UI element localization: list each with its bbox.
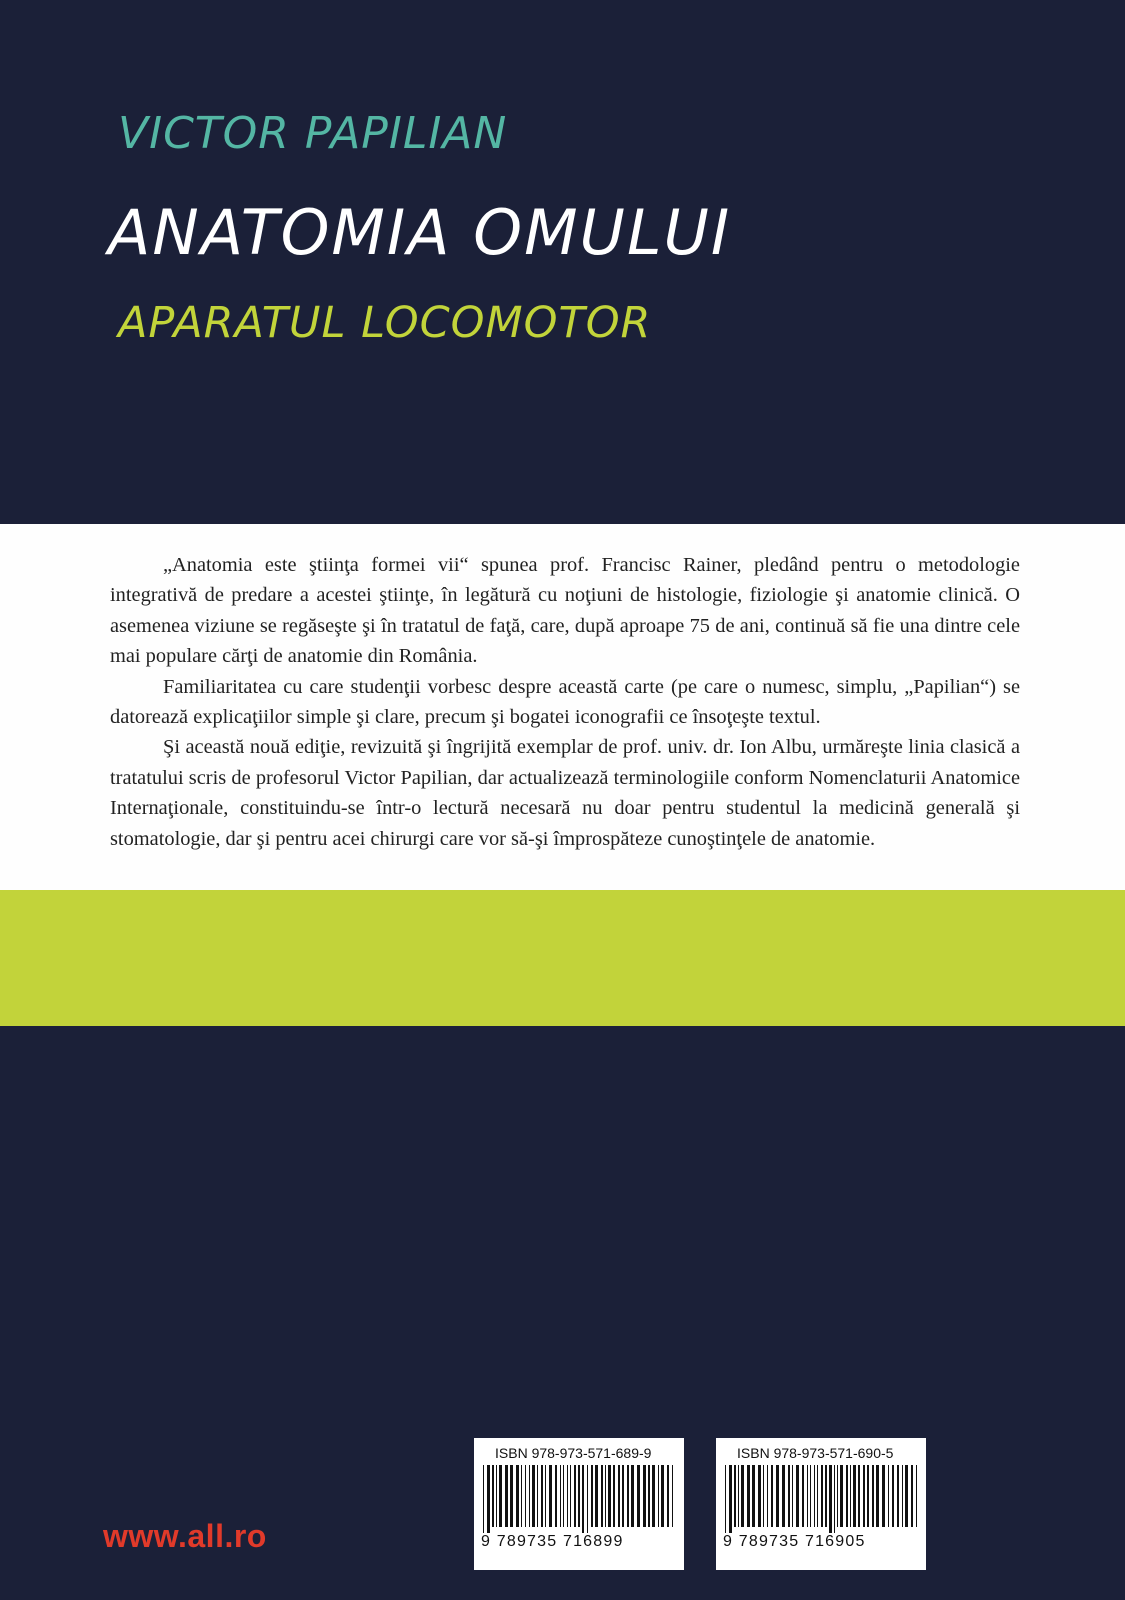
barcode-icon (481, 1465, 677, 1533)
barcode-digits: 9 789735 716899 (481, 1533, 624, 1550)
description-paragraph: „Anatomia este ştiinţa formei vii“ spunea prof. Francisc Rainer, pledând pentru o metodologie integrativă de predare a acestei ştiinţe, în legătură cu noţiuni de histologie, fiziologie şi anatomie clinică. O asemenea viziune se regăseşte şi în tratatul de faţă, care, după aproape 75 de ani, continuă să fie una dintre cele mai populare cărţi de anatomie din România. (110, 554, 1020, 668)
accent-band (0, 890, 1125, 1026)
author-name: VICTOR PAPILIAN (118, 108, 508, 159)
barcode-icon (723, 1465, 919, 1533)
publisher-website-link[interactable]: www.all.ro (103, 1518, 267, 1554)
description-paragraph: Şi această nouă ediţie, revizuită şi îngrijită exemplar de prof. univ. dr. Ion Albu, urmăreşte linia clasică a tratatului scris de profesorul Victor Papilian, dar actualizează terminologiile conform Nomenclaturii Anatomice Internaţionale, constituindu-se într-o lectură necesară nu doar pentru studentul la medicină generală şi stomatologie, dar şi pentru acei chirurgi care vor să-şi împrospăteze cunoştinţele de anatomie. (110, 736, 1020, 850)
book-title: ANATOMIA OMULUI (108, 196, 732, 269)
description-paragraph: Familiaritatea cu care studenţii vorbesc despre această carte (pe care o numesc, simplu, „Papilian“) se datorează explicaţiilor simple şi clare, precum şi bogatei iconografii ce însoţeşte textul. (110, 675, 1020, 729)
description-band (0, 524, 1125, 890)
isbn-barcode-2 (716, 1438, 926, 1570)
isbn-number: ISBN 978-973-571-689-9 (495, 1445, 652, 1461)
isbn-number: ISBN 978-973-571-690-5 (737, 1445, 894, 1461)
book-subtitle: APARATUL LOCOMOTOR (118, 298, 652, 348)
description-text (110, 550, 1020, 854)
barcode-digits: 9 789735 716905 (723, 1533, 866, 1550)
isbn-barcode-1 (474, 1438, 684, 1570)
